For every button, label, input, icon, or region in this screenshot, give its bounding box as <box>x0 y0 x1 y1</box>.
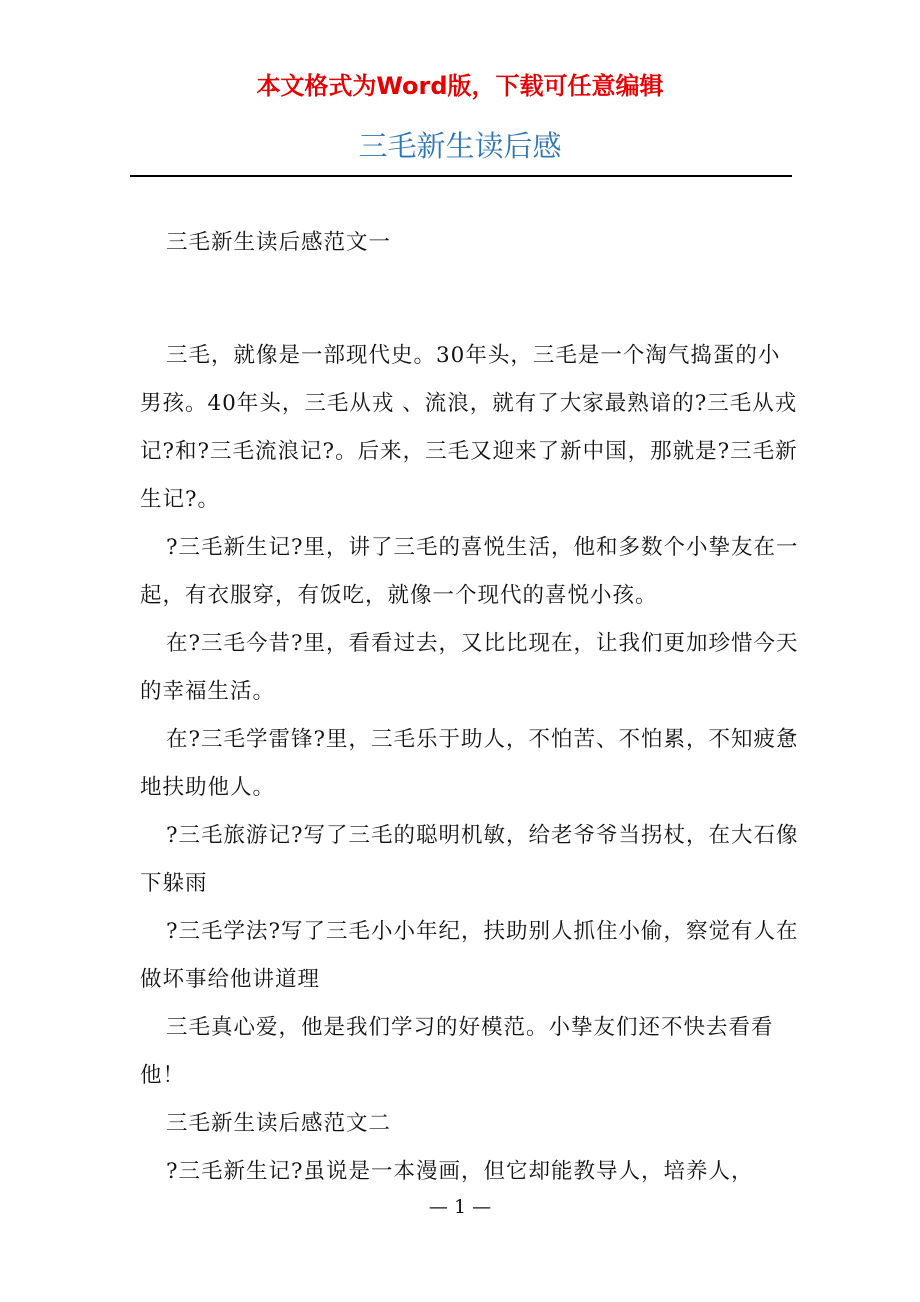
paragraph: 在?三毛今昔?里，看看过去，又比比现在，让我们更加珍惜今天的幸福生活。 <box>140 631 799 704</box>
paragraph: 三毛，就像是一部现代史。30年头，三毛是一个淘气捣蛋的小男孩。40年头，三毛从戎 、流浪，就有了大家最熟谙的?三毛从戎记?和?三毛流浪记?。后来，三毛又迎来了新中国，那就是?三毛新生记?。 <box>140 343 798 512</box>
paragraph: ?三毛新生记?里，讲了三毛的喜悦生活，他和多数个小挚友在一起，有衣服穿，有饭吃，就像一个现代的喜悦小孩。 <box>140 535 799 608</box>
paragraph: ?三毛新生记?虽说是一本漫画，但它却能教导人，培养人， <box>166 1159 754 1184</box>
section-heading-2: 三毛新生读后感范文二 <box>166 1111 392 1136</box>
section-heading-1: 三毛新生读后感范文一 <box>166 230 392 255</box>
spacer <box>140 267 800 332</box>
paragraph: ?三毛旅游记?写了三毛的聪明机敏，给老爷爷当拐杖，在大石像下躲雨 <box>140 823 799 896</box>
paragraph: ?三毛学法?写了三毛小小年纪，扶助别人抓住小偷，察觉有人在做坏事给他讲道理 <box>140 919 799 992</box>
document-title: 三毛新生读后感 <box>358 129 562 163</box>
paragraph: 三毛真心爱，他是我们学习的好模范。小挚友们还不快去看看他！ <box>140 1015 774 1088</box>
page-number: — 1 — <box>428 1196 492 1218</box>
paragraph: 在?三毛学雷锋?里，三毛乐于助人，不怕苦、不怕累，不知疲惫地扶助他人。 <box>140 727 799 800</box>
document-body <box>140 219 800 1196</box>
title-divider <box>130 175 792 177</box>
format-notice: 本文格式为Word版，下载可任意编辑 <box>256 72 664 100</box>
